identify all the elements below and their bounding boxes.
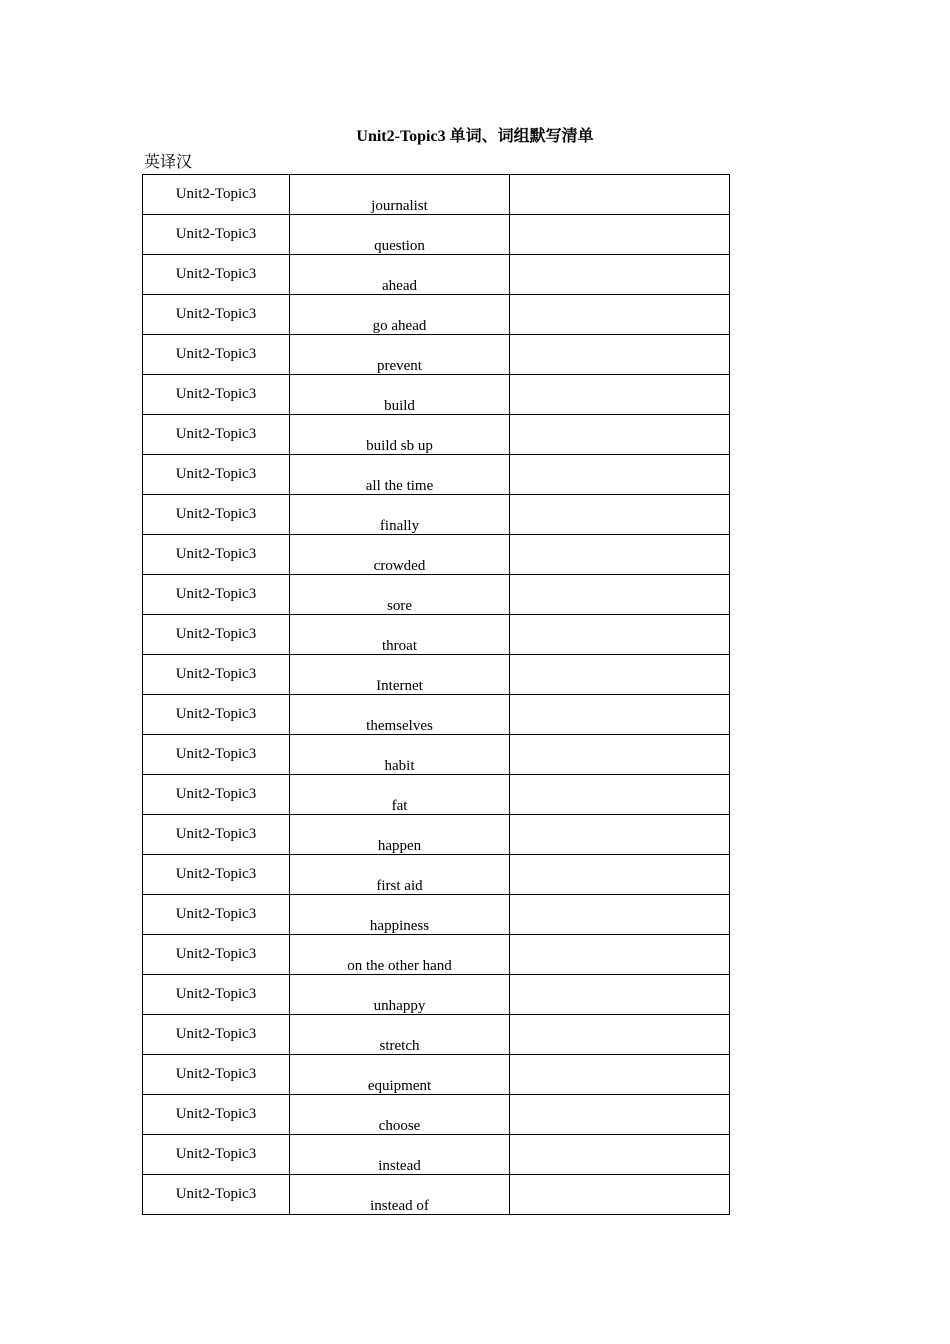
unit-cell xyxy=(143,975,290,1015)
unit-label: Unit2-Topic3 xyxy=(175,626,257,642)
english-word: happiness xyxy=(369,918,430,934)
table-row xyxy=(143,215,730,255)
answer-cell[interactable] xyxy=(510,495,730,535)
answer-cell[interactable] xyxy=(510,935,730,975)
unit-label: Unit2-Topic3 xyxy=(175,666,257,682)
answer-cell[interactable] xyxy=(510,1015,730,1055)
answer-cell[interactable] xyxy=(510,735,730,775)
answer-cell[interactable] xyxy=(510,975,730,1015)
answer-cell[interactable] xyxy=(510,255,730,295)
section-label: 英译汉 xyxy=(144,154,193,171)
answer-cell[interactable] xyxy=(510,295,730,335)
answer-cell[interactable] xyxy=(510,575,730,615)
unit-cell xyxy=(143,535,290,575)
answer-cell[interactable] xyxy=(510,415,730,455)
unit-cell xyxy=(143,615,290,655)
word-cell xyxy=(290,735,510,775)
unit-cell xyxy=(143,415,290,455)
table-row xyxy=(143,295,730,335)
english-word: habit xyxy=(384,758,415,774)
table-row xyxy=(143,655,730,695)
unit-label: Unit2-Topic3 xyxy=(175,546,257,562)
unit-label: Unit2-Topic3 xyxy=(175,1186,257,1202)
english-word: sore xyxy=(387,598,412,614)
word-cell xyxy=(290,895,510,935)
word-cell xyxy=(290,1055,510,1095)
english-word: happen xyxy=(377,838,422,854)
table-row xyxy=(143,855,730,895)
unit-label: Unit2-Topic3 xyxy=(175,506,257,522)
table-row xyxy=(143,695,730,735)
answer-cell[interactable] xyxy=(510,1095,730,1135)
unit-cell xyxy=(143,735,290,775)
english-word: instead xyxy=(378,1158,421,1174)
unit-cell xyxy=(143,575,290,615)
unit-label: Unit2-Topic3 xyxy=(175,706,257,722)
word-cell xyxy=(290,215,510,255)
unit-cell xyxy=(143,375,290,415)
english-word: finally xyxy=(379,518,420,534)
answer-cell[interactable] xyxy=(510,615,730,655)
table-row xyxy=(143,1175,730,1215)
unit-cell xyxy=(143,775,290,815)
word-cell xyxy=(290,1135,510,1175)
unit-cell xyxy=(143,215,290,255)
unit-cell xyxy=(143,335,290,375)
unit-label: Unit2-Topic3 xyxy=(175,186,257,202)
unit-label: Unit2-Topic3 xyxy=(175,466,257,482)
unit-label: Unit2-Topic3 xyxy=(175,746,257,762)
word-cell xyxy=(290,935,510,975)
table-row xyxy=(143,815,730,855)
unit-cell xyxy=(143,855,290,895)
table-row xyxy=(143,1055,730,1095)
english-word: throat xyxy=(382,638,417,654)
word-cell xyxy=(290,1015,510,1055)
word-cell xyxy=(290,975,510,1015)
english-word: themselves xyxy=(366,718,433,734)
word-cell xyxy=(290,455,510,495)
word-cell xyxy=(290,535,510,575)
unit-cell xyxy=(143,455,290,495)
table-row xyxy=(143,975,730,1015)
answer-cell[interactable] xyxy=(510,215,730,255)
unit-label: Unit2-Topic3 xyxy=(175,346,257,362)
word-cell xyxy=(290,655,510,695)
answer-cell[interactable] xyxy=(510,695,730,735)
word-cell xyxy=(290,615,510,655)
table-row xyxy=(143,535,730,575)
answer-cell[interactable] xyxy=(510,895,730,935)
answer-cell[interactable] xyxy=(510,1055,730,1095)
table-row xyxy=(143,495,730,535)
table-row xyxy=(143,175,730,215)
english-word: unhappy xyxy=(373,998,426,1014)
word-cell xyxy=(290,815,510,855)
unit-label: Unit2-Topic3 xyxy=(175,266,257,282)
answer-cell[interactable] xyxy=(510,375,730,415)
unit-cell xyxy=(143,495,290,535)
word-cell xyxy=(290,495,510,535)
unit-cell xyxy=(143,815,290,855)
answer-cell[interactable] xyxy=(510,1135,730,1175)
unit-label: Unit2-Topic3 xyxy=(175,426,257,442)
table-row xyxy=(143,1095,730,1135)
english-word: prevent xyxy=(377,358,422,374)
english-word: Internet xyxy=(376,678,423,694)
table-row xyxy=(143,375,730,415)
answer-cell[interactable] xyxy=(510,775,730,815)
unit-label: Unit2-Topic3 xyxy=(175,1066,257,1082)
table-row xyxy=(143,575,730,615)
vocabulary-table-body xyxy=(143,175,730,1215)
vocabulary-table xyxy=(142,174,730,1215)
english-word: all the time xyxy=(365,478,434,494)
unit-cell xyxy=(143,1015,290,1055)
unit-cell xyxy=(143,255,290,295)
unit-label: Unit2-Topic3 xyxy=(175,306,257,322)
unit-label: Unit2-Topic3 xyxy=(175,1026,257,1042)
english-word: journalist xyxy=(371,198,428,214)
english-word: go ahead xyxy=(372,318,427,334)
unit-label: Unit2-Topic3 xyxy=(175,946,257,962)
unit-cell xyxy=(143,1095,290,1135)
answer-cell[interactable] xyxy=(510,655,730,695)
table-row xyxy=(143,735,730,775)
english-word: choose xyxy=(378,1118,421,1134)
unit-label: Unit2-Topic3 xyxy=(175,386,257,402)
word-cell xyxy=(290,375,510,415)
answer-cell[interactable] xyxy=(510,535,730,575)
word-cell xyxy=(290,855,510,895)
word-cell xyxy=(290,1095,510,1135)
unit-cell xyxy=(143,175,290,215)
table-row xyxy=(143,775,730,815)
unit-label: Unit2-Topic3 xyxy=(175,986,257,1002)
word-cell xyxy=(290,775,510,815)
answer-cell[interactable] xyxy=(510,335,730,375)
unit-cell xyxy=(143,1175,290,1215)
english-word: build sb up xyxy=(366,438,433,454)
unit-cell xyxy=(143,655,290,695)
english-word: ahead xyxy=(382,278,417,294)
word-cell xyxy=(290,1175,510,1215)
english-word: instead of xyxy=(370,1198,429,1214)
table-row xyxy=(143,415,730,455)
word-cell xyxy=(290,335,510,375)
table-row xyxy=(143,935,730,975)
unit-label: Unit2-Topic3 xyxy=(175,586,257,602)
word-cell xyxy=(290,695,510,735)
word-cell xyxy=(290,255,510,295)
english-word: on the other hand xyxy=(347,958,452,974)
unit-label: Unit2-Topic3 xyxy=(175,1146,257,1162)
table-row xyxy=(143,1015,730,1055)
table-row xyxy=(143,895,730,935)
unit-cell xyxy=(143,935,290,975)
unit-label: Unit2-Topic3 xyxy=(175,226,257,242)
english-word: fat xyxy=(391,798,408,814)
unit-cell xyxy=(143,1135,290,1175)
table-row xyxy=(143,255,730,295)
unit-label: Unit2-Topic3 xyxy=(175,1106,257,1122)
unit-label: Unit2-Topic3 xyxy=(175,866,257,882)
unit-cell xyxy=(143,895,290,935)
page-title: Unit2-Topic3 单词、词组默写清单 xyxy=(356,128,594,145)
word-cell xyxy=(290,415,510,455)
table-row xyxy=(143,615,730,655)
word-cell xyxy=(290,575,510,615)
unit-label: Unit2-Topic3 xyxy=(175,826,257,842)
table-row xyxy=(143,335,730,375)
word-cell xyxy=(290,175,510,215)
unit-label: Unit2-Topic3 xyxy=(175,786,257,802)
english-word: equipment xyxy=(367,1078,432,1094)
unit-cell xyxy=(143,695,290,735)
answer-cell[interactable] xyxy=(510,175,730,215)
table-row xyxy=(143,455,730,495)
english-word: stretch xyxy=(379,1038,420,1054)
answer-cell[interactable] xyxy=(510,455,730,495)
word-cell xyxy=(290,295,510,335)
answer-cell[interactable] xyxy=(510,855,730,895)
english-word: first aid xyxy=(376,878,423,894)
table-row xyxy=(143,1135,730,1175)
answer-cell[interactable] xyxy=(510,815,730,855)
unit-cell xyxy=(143,295,290,335)
answer-cell[interactable] xyxy=(510,1175,730,1215)
english-word: build xyxy=(384,398,415,414)
english-word: question xyxy=(374,238,425,254)
english-word: crowded xyxy=(373,558,426,574)
unit-cell xyxy=(143,1055,290,1095)
unit-label: Unit2-Topic3 xyxy=(175,906,257,922)
